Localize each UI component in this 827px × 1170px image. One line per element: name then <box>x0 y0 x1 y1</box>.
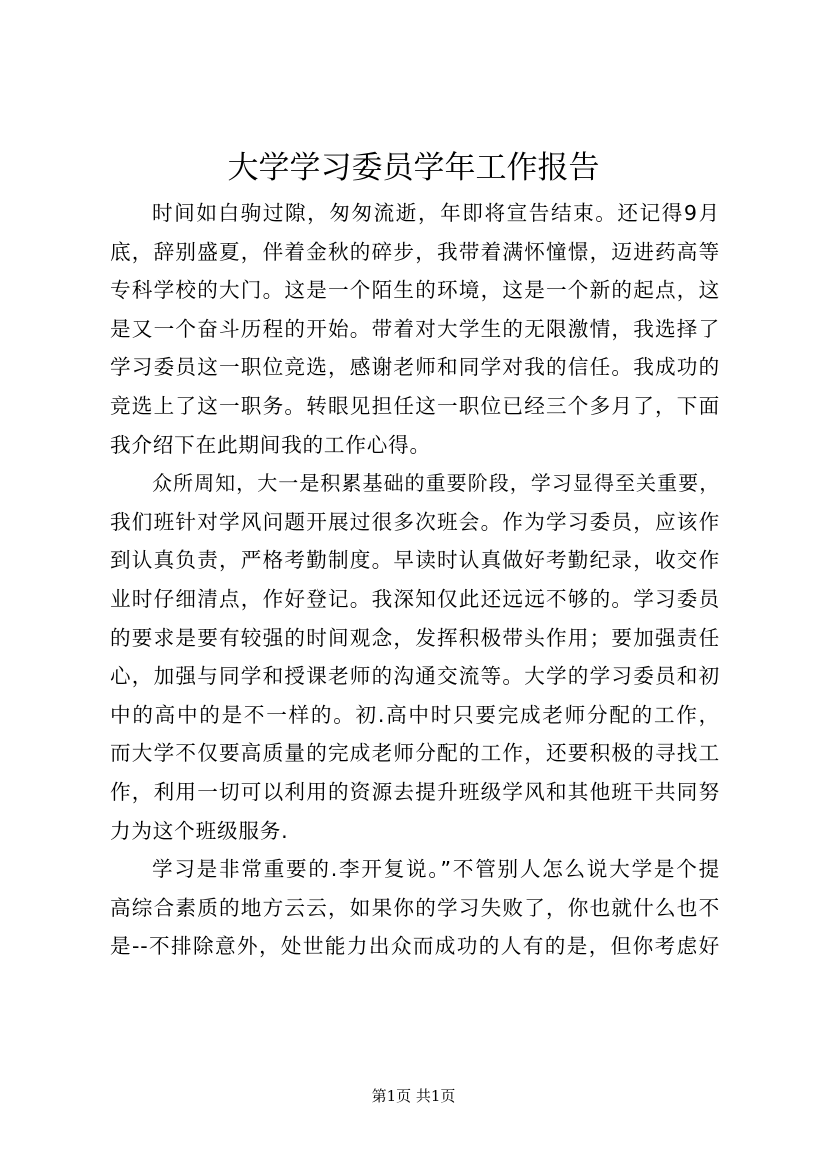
text-line: 我们班针对学风问题开展过很多次班会。作为学习委员，应该作 <box>110 509 720 534</box>
text-line: 是--不排除意外，处世能力出众而成功的人有的是，但你考虑好 <box>110 934 720 959</box>
page-footer: 第1页 共1页 <box>371 1087 456 1105</box>
text-line: 心，加强与同学和授课老师的沟通交流等。大学的学习委员和初 <box>110 664 720 689</box>
text-line: 作，利用一切可以利用的资源去提升班级学风和其他班干共同努 <box>110 779 720 804</box>
paragraph <box>110 194 720 464</box>
text-line: 时间如白驹过隙，匆匆流逝，年即将宣告结束。还记得9月 <box>152 201 720 225</box>
paragraph <box>110 464 720 850</box>
text-line: 的要求是要有较强的时间观念，发挥积极带头作用；要加强责任 <box>110 625 720 650</box>
text-line: 到认真负责，严格考勤制度。早读时认真做好考勤纪录，收交作 <box>110 548 720 573</box>
document-body <box>110 194 720 966</box>
document-title: 大学学习委员学年工作报告 <box>227 150 600 186</box>
text-line: 学习委员这一职位竞选，感谢老师和同学对我的信任。我成功的 <box>110 355 720 380</box>
text-line: 专科学校的大门。这是一个陌生的环境，这是一个新的起点，这 <box>110 278 720 303</box>
text-line: 学习是非常重要的.李开复说。”不管别人怎么说大学是个提 <box>152 857 720 882</box>
paragraph <box>110 850 720 966</box>
text-line: 中的高中的是不一样的。初.高中时只要完成老师分配的工作， <box>110 702 720 727</box>
text-line: 是又一个奋斗历程的开始。带着对大学生的无限激情，我选择了 <box>110 316 720 341</box>
text-line: 高综合素质的地方云云，如果你的学习失败了，你也就什么也不 <box>110 895 720 920</box>
text-line: 业时仔细清点，作好登记。我深知仅此还远远不够的。学习委员 <box>110 586 720 611</box>
text-line: 力为这个班级服务. <box>110 818 289 843</box>
text-line: 众所周知，大一是积累基础的重要阶段，学习显得至关重要， <box>152 471 720 496</box>
text-line: 竞选上了这一职务。转眼见担任这一职位已经三个多月了，下面 <box>110 393 720 418</box>
text-line: 底，辞别盛夏，伴着金秋的碎步，我带着满怀憧憬，迈进药高等 <box>110 239 720 264</box>
text-line: 我介绍下在此期间我的工作心得。 <box>110 432 431 457</box>
text-line: 而大学不仅要高质量的完成老师分配的工作，还要积极的寻找工 <box>110 741 720 766</box>
